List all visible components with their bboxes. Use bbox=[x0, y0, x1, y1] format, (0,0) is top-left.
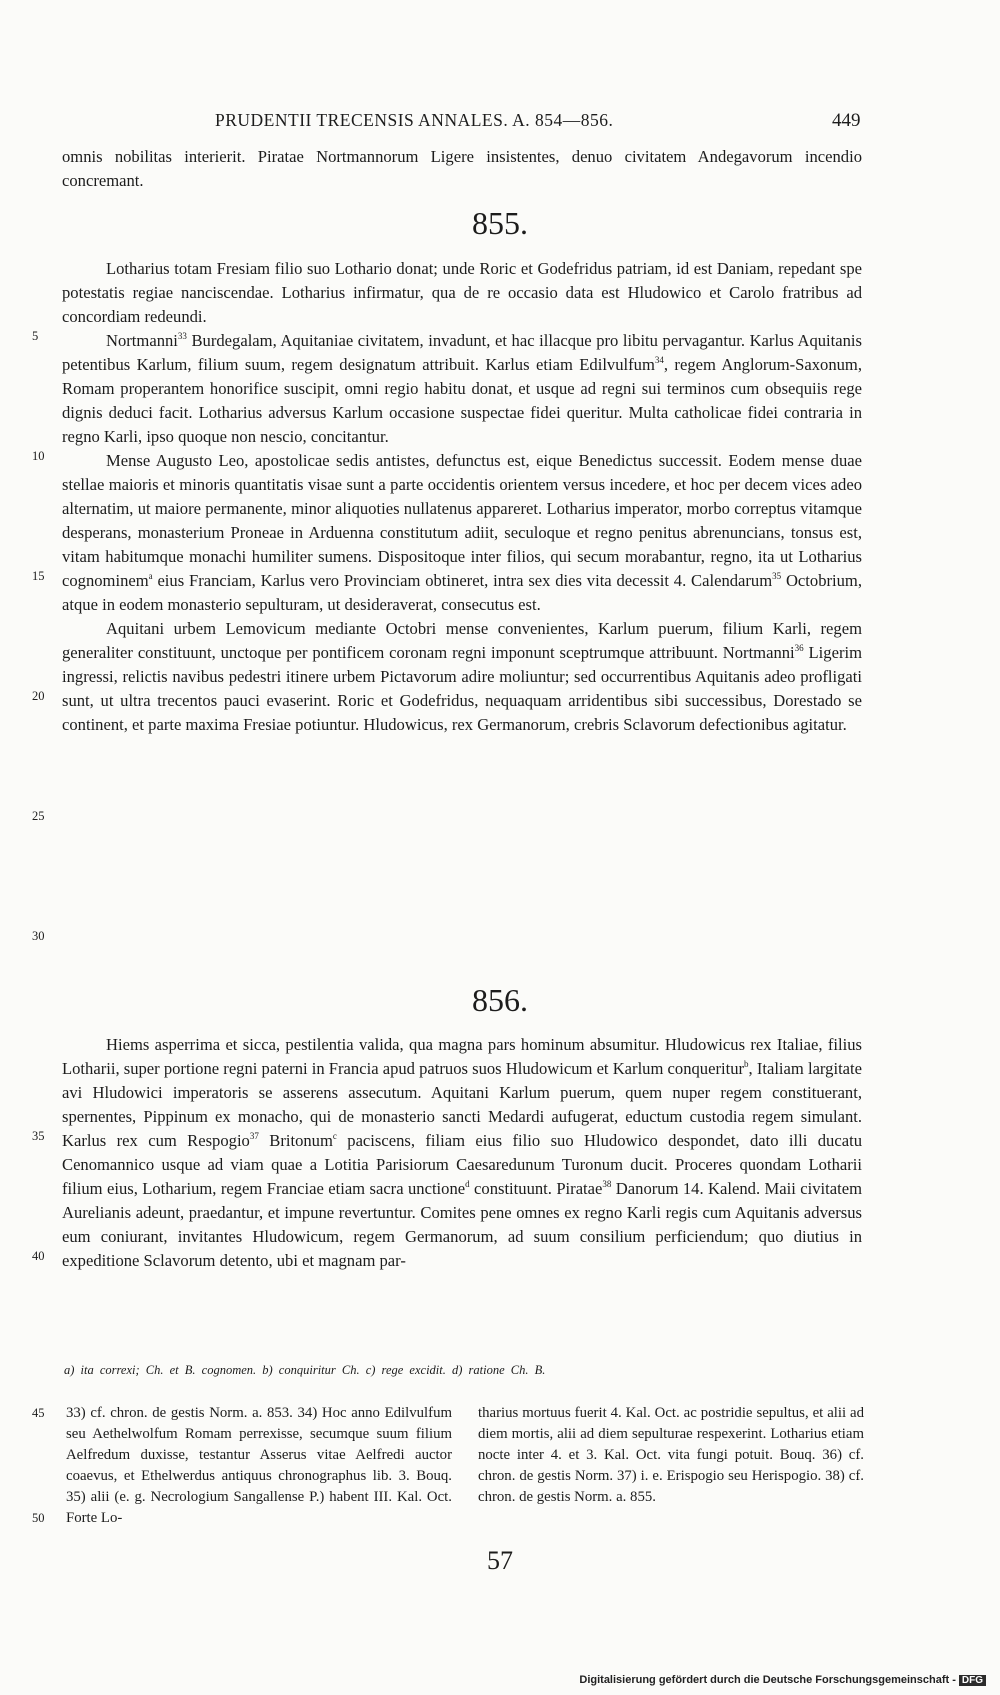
footnote-ref: 37 bbox=[249, 1131, 259, 1141]
signature-mark: 57 bbox=[487, 1546, 513, 1575]
footer-text: Digitalisierung gefördert durch die Deutsche Forschungsgemeinschaft - bbox=[579, 1674, 956, 1686]
variant-ref: c bbox=[332, 1131, 337, 1141]
text-run: Mense Augusto Leo, apostolicae sedis antistes, defunctus est, eique Benedictus successit. Eodem mense duae stellae maioris et minoris quantitatis visae sunt a parte occidentis orientem versus incedere, et hoc per decem vices adeo alternatim, ut maiore permanente, minor aliquoties nullatenus appareret. Lotharius imperator, morbo correptus vitamque desperans, monasterium Proneae in Arduenna constitutum adiit, seculoque et regno penitus abrenuncians, tonsus est, vitam habitumque monachi humiliter sumens. Dispositoque inter filios, qui secum morabantur, regno, ita ut Lotharius cognominem bbox=[62, 451, 862, 590]
paragraph-855-3 bbox=[62, 449, 862, 617]
line-number: 35 bbox=[32, 1129, 45, 1143]
line-number: 40 bbox=[32, 1249, 45, 1263]
page-number: 449 bbox=[832, 110, 861, 131]
paragraph-855-1: Lotharius totam Fresiam filio suo Lothario donat; unde Roric et Godefridus patriam, id est Daniam, repedant spe potestatis regiae nanciscendae. Lotharius infirmatur, qua de re occasio data est Hludowico et Carolo fratribus ad concordiam redeundi. bbox=[62, 259, 862, 326]
footnote-ref: 38 bbox=[602, 1179, 612, 1189]
line-number: 45 bbox=[32, 1406, 45, 1420]
text-run: paciscens, filiam eius filio suo Hludowico despondet, dato illi ducatu Cenomannico usque ad viam quae a Lotitia Parisiorum Caesaredunum Turonum ducit. Proceres quondam Lotharii filium eius, Lotharium, regem Franciae etiam sacra unctione bbox=[62, 1131, 862, 1198]
text-run: Octobrium, atque in eodem monasterio sepulturam, ut desideraverat, consecutus est. bbox=[62, 571, 862, 614]
intro-text bbox=[62, 145, 862, 193]
footnote-ref: 34 bbox=[654, 355, 664, 365]
paragraph-856-1 bbox=[62, 1033, 862, 1273]
dfg-logo-icon: DFG bbox=[959, 1675, 986, 1686]
text-run: Britonum bbox=[258, 1131, 333, 1150]
text-run: eius Franciam, Karlus vero Provinciam obtineret, intra sex dies vita decessit 4. Calendarum bbox=[152, 571, 773, 590]
paragraph-855-2 bbox=[62, 329, 862, 449]
footnote-ref: 36 bbox=[794, 643, 804, 653]
variant-notes: a) ita correxi; Ch. et B. cognomen. b) conquiritur Ch. c) rege excidit. d) ratione Ch. B. bbox=[64, 1363, 546, 1377]
line-number: 25 bbox=[32, 809, 45, 823]
line-number: 10 bbox=[32, 449, 45, 463]
variant-ref: b bbox=[744, 1059, 749, 1069]
variant-ref: d bbox=[465, 1179, 470, 1189]
line-number: 15 bbox=[32, 569, 45, 583]
year-heading-855: 855. bbox=[472, 205, 528, 241]
text-run: Danorum 14. Kalend. Maii civitatem Aurelianis adeunt, praedantur, et impune revertuntur. Comites pene omnes ex regno Karli regis cum Aquitanis adversus eum coniurant, invitantes Hludowicum, regem Germanorum, ad suum consilium perficiendum; quo diutius in expeditione Sclavorum detento, ubi et magnam par- bbox=[62, 1179, 862, 1270]
footnotes-left-column: 33) cf. chron. de gestis Norm. a. 853. 34) Hoc anno Edilvulfum seu Aethelwolfum Romam perrexisse, secumque suum filium Aelfredum duxisse, testantur Asserus vitae Aelfredi auctor coaevus, et Ethelwerdus antiquus chronographus lib. 3. Bouq. 35) alii (e. g. Necrologium Sangallense P.) habent III. Kal. Oct. Forte Lo- bbox=[66, 1405, 452, 1526]
running-title: PRUDENTII TRECENSIS ANNALES. A. 854—856. bbox=[215, 110, 614, 130]
text-run: Hiems asperrima et sicca, pestilentia valida, qua magna pars hominum absumitur. Hludowicus rex Italiae, filius Lotharii, super portione regni paterni in Francia apud patruos suos Hludowicum et Karlum conqueritur bbox=[62, 1035, 862, 1078]
text-run: Ligerim ingressi, relictis navibus pedestri itinere urbem Pictavorum adire moliuntur; sed occurrentibus Aquitanis adeo profligati sunt, ut ultra trecentos pauci evaserint. Roric et Godefridus, nequaquam arridentibus sibi successibus, Dorestado se continent, et parte maxima Fresiae potiuntur. Hludowicus, rex Germanorum, crebris Sclavorum defectionibus agitatur. bbox=[62, 643, 862, 734]
paragraph-855-4 bbox=[62, 617, 862, 737]
section-856 bbox=[62, 1033, 862, 1273]
line-number: 30 bbox=[32, 929, 45, 943]
line-number: 50 bbox=[32, 1511, 45, 1525]
digitization-footer bbox=[579, 1674, 986, 1686]
text-run: , Italiam largitate avi Hludowici imperatoris se asserens assecutum. Aquitani Karlum puerum, quem nuper regem constituerant, spernentes, Pippinum ex monacho, qui de monasterio sancti Medardi aufugerat, eductum custodia regem simulant. Karlus rex cum Respogio bbox=[62, 1059, 863, 1150]
text-run: , regem Anglorum-Saxonum, Romam properantem honorifice suscipit, omni regio habitu donat, et usque ad regni sui terminos cum obsequiis rege dignis deduci facit. Lotharius adversus Karlum occasione suspectae fidei queritur. Multa catholicae fidei contraria in regno Karli, ipso quoque non nescio, concitantur. bbox=[62, 355, 862, 446]
year-heading-856: 856. bbox=[472, 982, 528, 1018]
text-run: constituunt. Piratae bbox=[469, 1179, 603, 1198]
footnote-ref: 35 bbox=[772, 571, 782, 581]
variant-ref: a bbox=[148, 571, 153, 581]
intro-paragraph: omnis nobilitas interierit. Piratae Nortmannorum Ligere insistentes, denuo civitatem Andegavorum incendio concremant. bbox=[62, 147, 862, 190]
text-run: Nortmanni bbox=[106, 331, 178, 350]
footnotes-right-column: tharius mortuus fuerit 4. Kal. Oct. ac postridie sepultus, et alii ad diem mortis, alii ad diem sepulturae respexerint. Lotharius etiam nocte inter 4. et 3. Kal. Oct. vita fungi potuit. Bouq. 36) cf. chron. de gestis Norm. 37) i. e. Erispogio seu Herispogio. 38) cf. chron. de gestis Norm. a. 855. bbox=[478, 1405, 864, 1505]
running-header bbox=[0, 110, 1000, 140]
section-855 bbox=[62, 257, 862, 737]
footnote-ref: 33 bbox=[177, 331, 187, 341]
line-number: 5 bbox=[32, 329, 39, 343]
text-run: Burdegalam, Aquitaniae civitatem, invadunt, et hac illacque pro libitu pervagantur. Karlus Aquitanis petentibus Karlum, filium suum, regem designatum attribuit. Karlus etiam Edilvulfum bbox=[62, 331, 862, 374]
text-run: Aquitani urbem Lemovicum mediante Octobri mense convenientes, Karlum puerum, filium Karli, regem generaliter constituunt, unctoque per pontificem coronam regni imponunt sceptrumque attribuunt. Nortmanni bbox=[62, 619, 862, 662]
line-number: 20 bbox=[32, 689, 45, 703]
